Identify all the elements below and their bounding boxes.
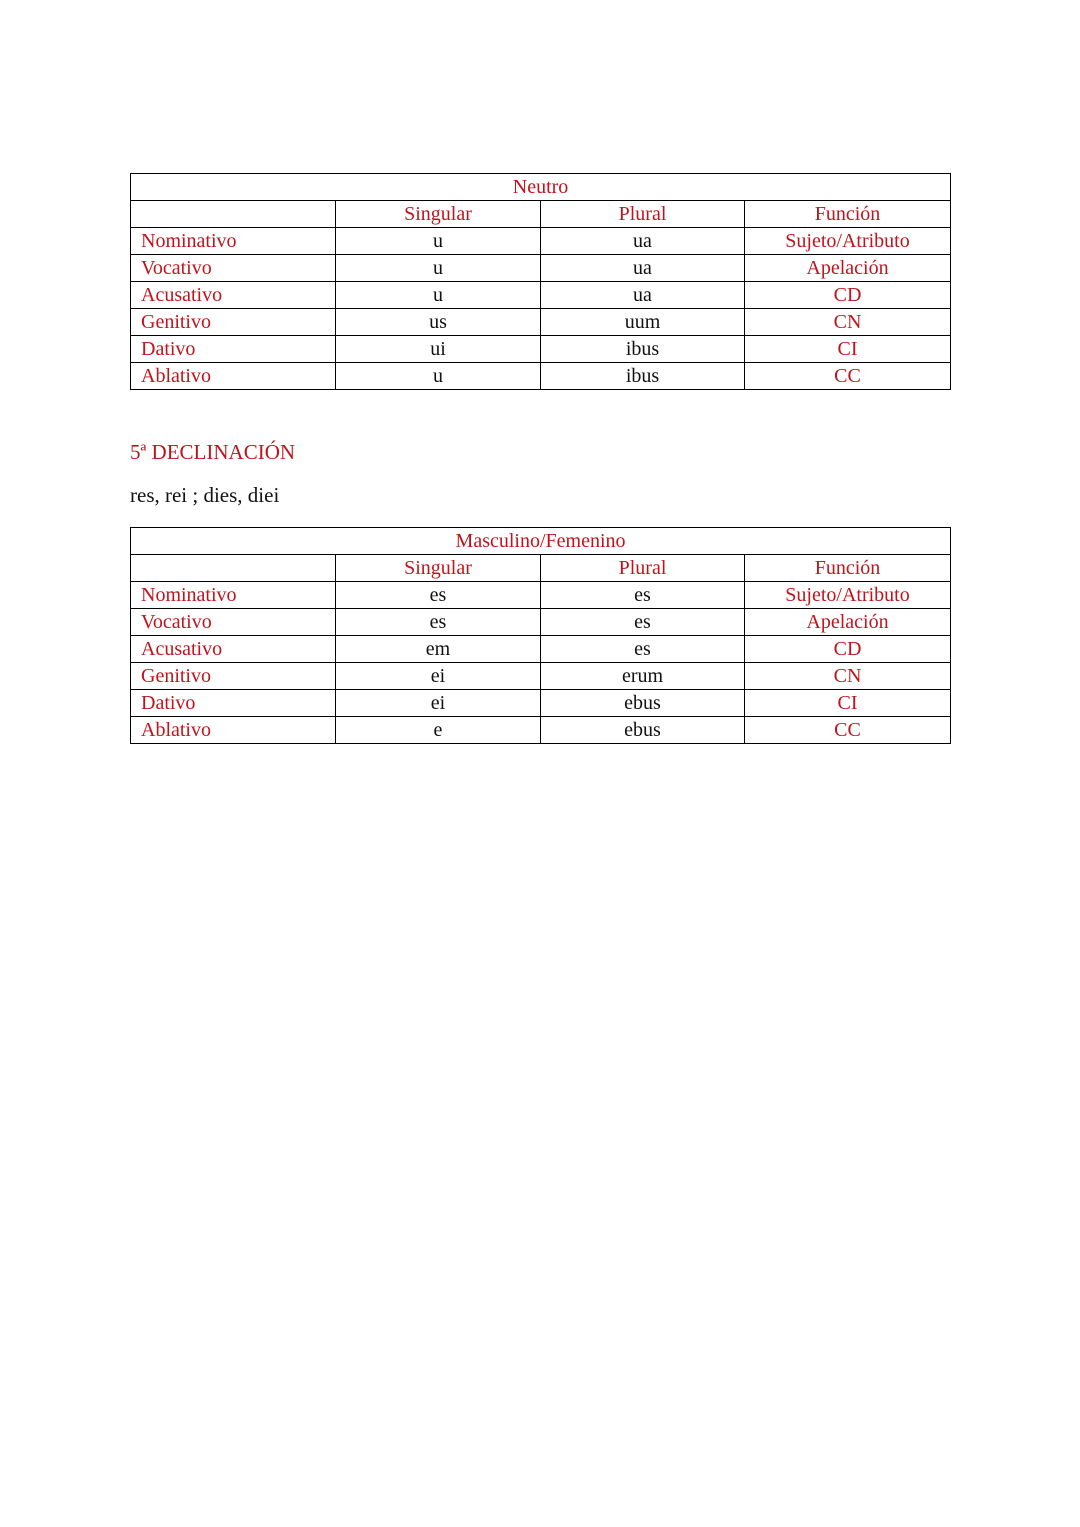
header-plural: Plural bbox=[541, 555, 745, 582]
plural-ending: ua bbox=[541, 255, 745, 282]
case-label: Genitivo bbox=[131, 309, 336, 336]
singular-ending: ei bbox=[336, 690, 541, 717]
function-cell: Apelación bbox=[745, 255, 951, 282]
singular-ending: e bbox=[336, 717, 541, 744]
case-label: Ablativo bbox=[131, 363, 336, 390]
table-row bbox=[131, 717, 951, 744]
table-row bbox=[131, 690, 951, 717]
case-label: Genitivo bbox=[131, 663, 336, 690]
case-label: Dativo bbox=[131, 690, 336, 717]
singular-ending: ui bbox=[336, 336, 541, 363]
header-plural: Plural bbox=[541, 201, 745, 228]
singular-ending: ei bbox=[336, 663, 541, 690]
singular-ending: u bbox=[336, 228, 541, 255]
neutro-declension-table bbox=[130, 173, 951, 390]
table-row bbox=[131, 582, 951, 609]
plural-ending: es bbox=[541, 636, 745, 663]
header-singular: Singular bbox=[336, 555, 541, 582]
table-header-row bbox=[131, 555, 951, 582]
masc-fem-declension-table bbox=[130, 527, 951, 744]
plural-ending: es bbox=[541, 582, 745, 609]
table-row bbox=[131, 363, 951, 390]
header-empty bbox=[131, 555, 336, 582]
singular-ending: em bbox=[336, 636, 541, 663]
header-funcion: Función bbox=[745, 555, 951, 582]
plural-ending: erum bbox=[541, 663, 745, 690]
singular-ending: u bbox=[336, 282, 541, 309]
function-cell: CI bbox=[745, 690, 951, 717]
case-label: Vocativo bbox=[131, 609, 336, 636]
singular-ending: u bbox=[336, 255, 541, 282]
table-row bbox=[131, 309, 951, 336]
table-caption: Neutro bbox=[131, 174, 951, 201]
section-heading: 5ª DECLINACIÓN bbox=[130, 440, 296, 464]
table-caption-row bbox=[131, 174, 951, 201]
plural-ending: ua bbox=[541, 228, 745, 255]
table-caption: Masculino/Femenino bbox=[131, 528, 951, 555]
plural-ending: ebus bbox=[541, 717, 745, 744]
plural-ending: uum bbox=[541, 309, 745, 336]
function-cell: CN bbox=[745, 309, 951, 336]
table-header-row bbox=[131, 201, 951, 228]
plural-ending: es bbox=[541, 609, 745, 636]
table-row bbox=[131, 663, 951, 690]
table-row bbox=[131, 636, 951, 663]
table-row bbox=[131, 336, 951, 363]
case-label: Acusativo bbox=[131, 636, 336, 663]
function-cell: Sujeto/Atributo bbox=[745, 228, 951, 255]
table-row bbox=[131, 609, 951, 636]
case-label: Acusativo bbox=[131, 282, 336, 309]
table-row bbox=[131, 282, 951, 309]
function-cell: CD bbox=[745, 282, 951, 309]
table-row bbox=[131, 228, 951, 255]
function-cell: Apelación bbox=[745, 609, 951, 636]
example-words: res, rei ; dies, diei bbox=[130, 483, 280, 507]
plural-ending: ibus bbox=[541, 336, 745, 363]
header-singular: Singular bbox=[336, 201, 541, 228]
header-funcion: Función bbox=[745, 201, 951, 228]
function-cell: CN bbox=[745, 663, 951, 690]
function-cell: CI bbox=[745, 336, 951, 363]
case-label: Nominativo bbox=[131, 582, 336, 609]
singular-ending: us bbox=[336, 309, 541, 336]
function-cell: CC bbox=[745, 363, 951, 390]
singular-ending: u bbox=[336, 363, 541, 390]
plural-ending: ua bbox=[541, 282, 745, 309]
plural-ending: ebus bbox=[541, 690, 745, 717]
case-label: Ablativo bbox=[131, 717, 336, 744]
function-cell: CD bbox=[745, 636, 951, 663]
header-empty bbox=[131, 201, 336, 228]
singular-ending: es bbox=[336, 582, 541, 609]
function-cell: CC bbox=[745, 717, 951, 744]
singular-ending: es bbox=[336, 609, 541, 636]
case-label: Vocativo bbox=[131, 255, 336, 282]
plural-ending: ibus bbox=[541, 363, 745, 390]
table-caption-row bbox=[131, 528, 951, 555]
case-label: Nominativo bbox=[131, 228, 336, 255]
table-row bbox=[131, 255, 951, 282]
function-cell: Sujeto/Atributo bbox=[745, 582, 951, 609]
case-label: Dativo bbox=[131, 336, 336, 363]
